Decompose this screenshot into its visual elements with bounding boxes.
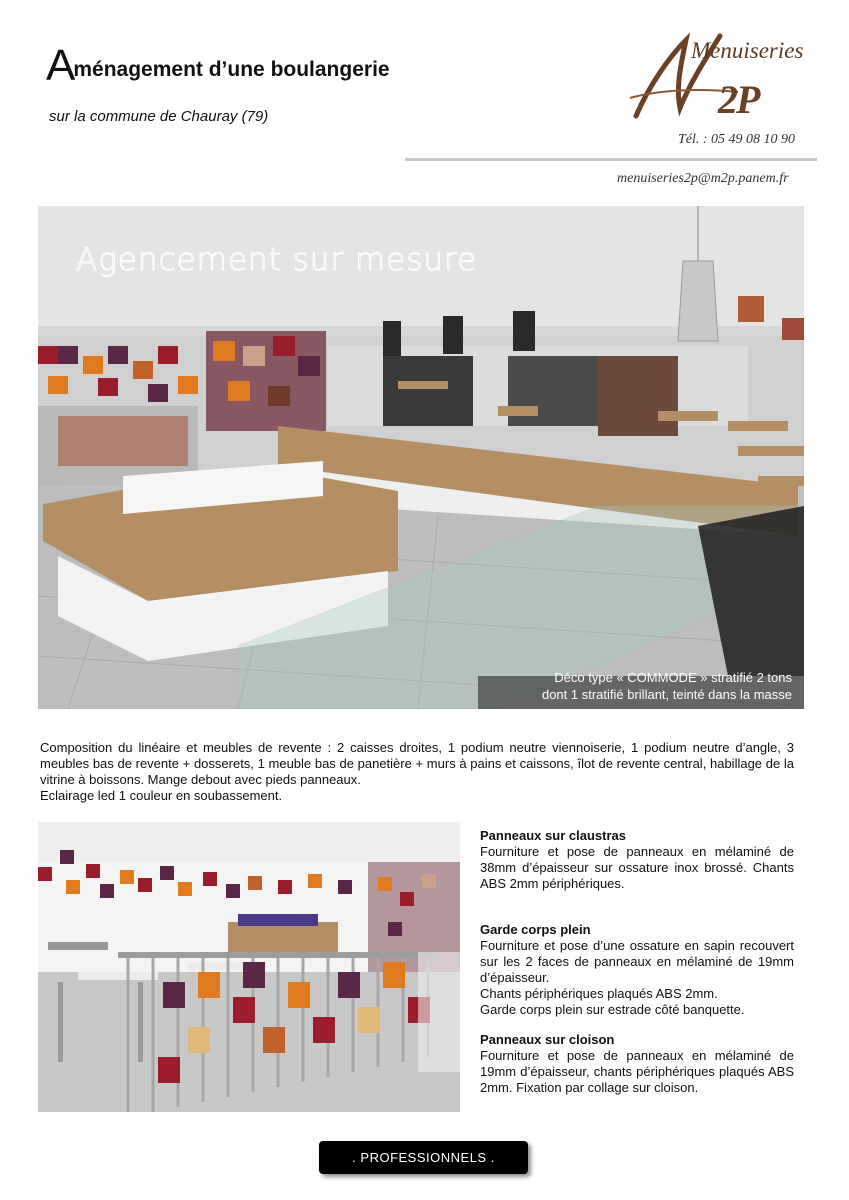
details-column — [480, 828, 794, 1110]
section-body: Fourniture et pose de panneaux en mélaminé de 38mm d’épaisseur sur ossature inox brossé. Chants ABS 2mm périphériques. — [480, 844, 794, 891]
section-panneaux-claustras — [480, 828, 794, 892]
logo-word: Menuiseries — [691, 38, 804, 63]
section-body: Fourniture et pose de panneaux en mélaminé de 19mm d’épaisseur, chants périphériques plaqués ABS 2mm. Fixation par collage sur cloison. — [480, 1048, 794, 1095]
professionnels-button[interactable]: . PROFESSIONNELS . — [319, 1141, 528, 1174]
phone-number: Tél. : 05 49 08 10 90 — [678, 132, 796, 147]
company-logo — [628, 28, 828, 128]
caption-line-2: dont 1 stratifié brillant, teinté dans la masse — [541, 687, 792, 702]
section-body-line: Garde corps plein sur estrade côté banquette. — [480, 1002, 745, 1017]
header-divider — [405, 158, 817, 161]
section-panneaux-cloison — [480, 1032, 794, 1096]
bakery-interior-illustration — [38, 206, 804, 709]
page-subtitle: sur la commune de Chauray (79) — [49, 108, 269, 125]
section-title: Panneaux sur claustras — [480, 828, 626, 843]
main-photo-bakery-interior — [38, 206, 804, 709]
caption-line-1: Déco type « COMMODE » stratifié 2 tons — [554, 670, 792, 685]
section-garde-corps — [480, 922, 794, 1018]
email-address[interactable]: menuiseries2p@m2p.panem.fr — [617, 171, 789, 186]
section-body-line: Chants périphériques plaqués ABS 2mm. — [480, 986, 718, 1001]
dining-area-illustration — [38, 822, 460, 1112]
photo-caption — [542, 669, 792, 703]
section-title: Panneaux sur cloison — [480, 1032, 615, 1047]
section-title: Garde corps plein — [480, 922, 591, 937]
photo-overlay-title: Agencement sur mesure — [76, 242, 478, 278]
title-initial: A — [46, 41, 74, 90]
dining-area-photo — [38, 822, 460, 1112]
composition-text: Composition du linéaire et meubles de revente : 2 caisses droites, 1 podium neutre viennoiserie, 1 podium neutre d’angle, 3 meubles bas de revente + dosserets, 1 meuble bas de panetière + murs à pains et caissons, îlot de revente central, habillage de la vitrine à boissons. Mange debout avec pieds panneaux. — [40, 740, 794, 787]
logo-mark: 2P — [718, 77, 759, 122]
page-title — [46, 41, 390, 90]
section-body: Fourniture et pose d’une ossature en sapin recouvert sur les 2 faces de panneaux en mélaminé de 19mm d’épaisseur. — [480, 938, 794, 985]
lighting-text: Eclairage led 1 couleur en soubassement. — [40, 788, 283, 803]
title-rest: ménagement d’une boulangerie — [73, 58, 390, 81]
composition-paragraph — [40, 740, 794, 804]
